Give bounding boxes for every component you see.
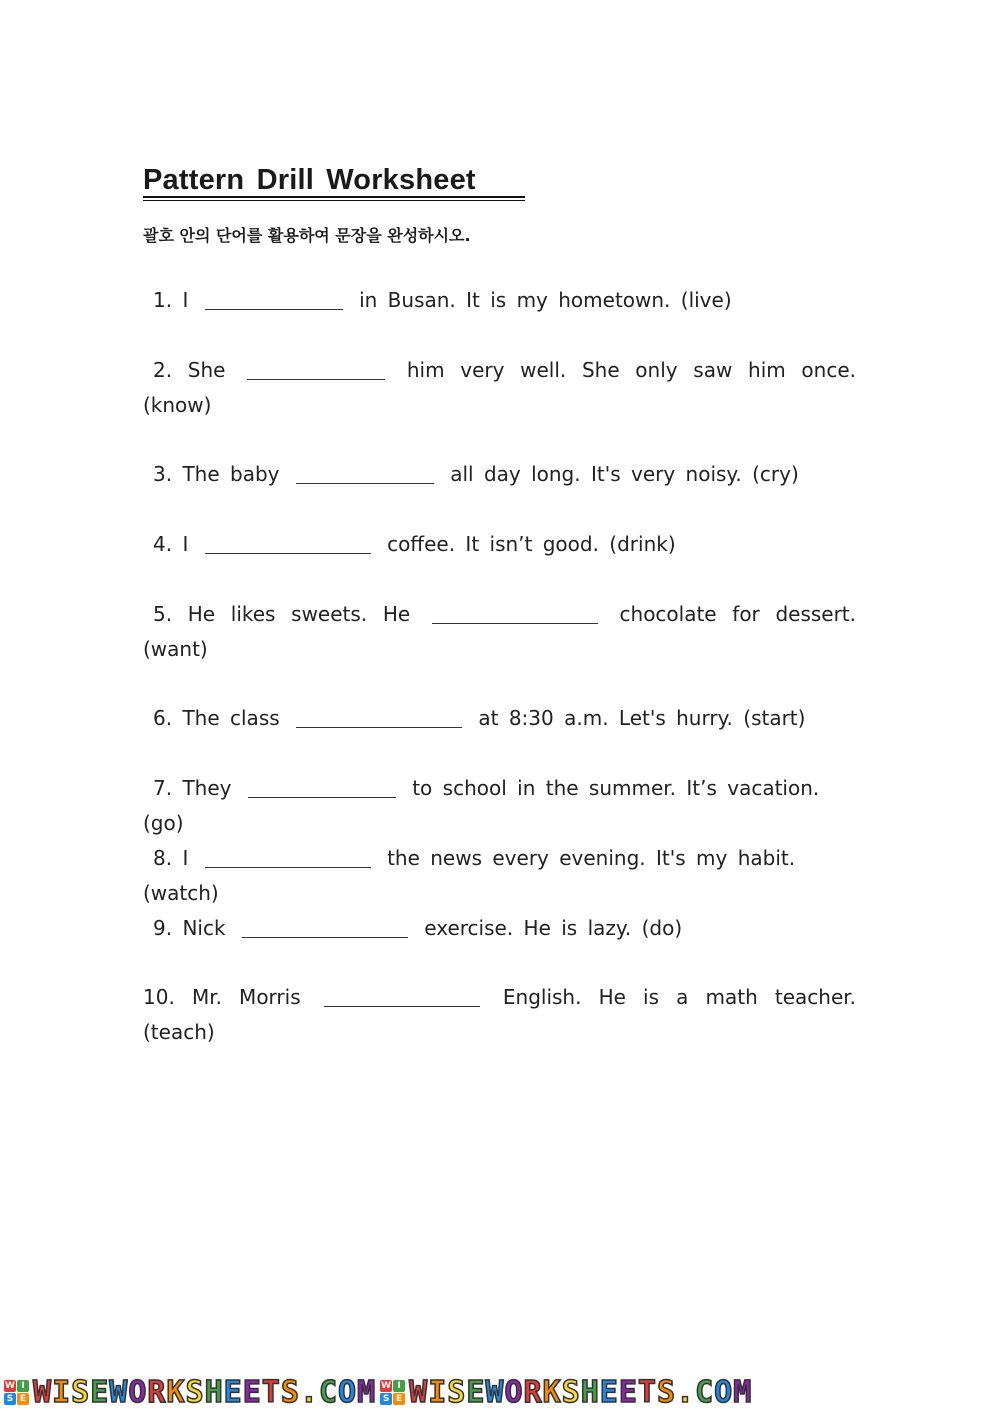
brand-letter: M (357, 1374, 377, 1410)
brand-letter: O (714, 1374, 734, 1410)
question-3 (143, 457, 856, 492)
brand-letter: C (695, 1374, 715, 1410)
answer-blank[interactable] (205, 287, 343, 310)
question-text-before: Mr. Morris (191, 985, 301, 1009)
brand-letter: O (338, 1374, 358, 1410)
question-text-before: She (187, 358, 226, 382)
logo-letter: W (381, 1380, 392, 1391)
brand-letter: T (637, 1374, 657, 1410)
brand-letter: R (147, 1374, 167, 1410)
brand-letter: K (542, 1374, 562, 1410)
answer-blank[interactable] (296, 461, 434, 484)
logo-letter: E (17, 1393, 29, 1405)
footer-watermark (0, 1374, 1000, 1411)
brand-wordmark (33, 1376, 376, 1410)
brand-letter: S (71, 1374, 91, 1410)
question-2 (143, 353, 856, 423)
question-8 (143, 841, 856, 911)
answer-blank[interactable] (248, 775, 396, 798)
brand-letter: C (318, 1374, 338, 1410)
wise-brand-logo (0, 1376, 376, 1410)
question-number: 8. (153, 846, 173, 870)
brand-letter: M (733, 1374, 753, 1410)
question-10 (143, 980, 856, 1050)
brand-letter: S (561, 1374, 581, 1410)
brand-letter: O (504, 1374, 524, 1410)
brand-letter: E (90, 1374, 110, 1410)
question-text-after: exercise. He is lazy. (do) (424, 916, 683, 940)
question-text-after: chocolate for dessert. (want) (143, 602, 857, 661)
question-text-after: English. He is a math teacher. (teach) (143, 985, 857, 1044)
question-number: 7. (153, 776, 173, 800)
answer-blank[interactable] (432, 601, 598, 624)
brand-wordmark (409, 1376, 752, 1410)
wise-logo-icon (380, 1380, 405, 1405)
question-text-after: the news every evening. It's my habit. (watch) (143, 846, 796, 905)
brand-letter: E (599, 1374, 619, 1410)
wise-brand-logo (376, 1376, 752, 1410)
question-number: 2. (153, 358, 173, 382)
brand-letter: I (428, 1374, 448, 1410)
question-text-before: I (182, 288, 189, 312)
question-number: 10. (143, 985, 175, 1009)
question-text-after: at 8:30 a.m. Let's hurry. (start) (478, 706, 806, 730)
brand-letter: E (466, 1374, 486, 1410)
logo-letter: W (5, 1380, 15, 1391)
question-text-before: Nick (182, 916, 226, 940)
brand-letter: W (33, 1374, 53, 1410)
brand-letter: S (185, 1374, 205, 1410)
brand-letter: W (109, 1374, 129, 1410)
brand-letter: W (409, 1374, 429, 1410)
question-5 (143, 597, 856, 667)
brand-letter: O (128, 1374, 148, 1410)
question-number: 4. (153, 532, 173, 556)
question-text-before: They (182, 776, 232, 800)
question-text-before: He likes sweets. He (187, 602, 411, 626)
logo-letter: I (17, 1380, 29, 1392)
brand-letter: . (676, 1374, 696, 1410)
logo-letter: I (393, 1380, 405, 1392)
answer-blank[interactable] (242, 915, 408, 938)
brand-letter: S (447, 1374, 467, 1410)
question-text-after: coffee. It isn’t good. (drink) (387, 532, 676, 556)
brand-letter: H (204, 1374, 224, 1410)
answer-blank[interactable] (205, 531, 371, 554)
question-4 (143, 527, 856, 562)
question-number: 5. (153, 602, 173, 626)
worksheet-title: Pattern Drill Worksheet (143, 164, 476, 196)
question-text-after: in Busan. It is my hometown. (live) (359, 288, 732, 312)
brand-letter: E (618, 1374, 638, 1410)
brand-letter: H (580, 1374, 600, 1410)
brand-letter: K (166, 1374, 186, 1410)
question-text-before: I (182, 532, 189, 556)
question-number: 6. (153, 706, 173, 730)
brand-letter: E (223, 1374, 243, 1410)
question-text-after: him very well. She only saw him once. (know) (143, 358, 856, 417)
question-text-before: The baby (182, 462, 280, 486)
question-number: 3. (153, 462, 173, 486)
question-number: 1. (153, 288, 173, 312)
title-underline (143, 196, 525, 201)
wise-logo-icon (4, 1380, 29, 1405)
instruction-text: 괄호 안의 단어를 활용하여 문장을 완성하시오. (143, 226, 471, 245)
brand-letter: I (52, 1374, 72, 1410)
brand-letter: S (280, 1374, 300, 1410)
brand-letter: E (242, 1374, 262, 1410)
question-text-before: The class (182, 706, 280, 730)
answer-blank[interactable] (247, 357, 385, 380)
logo-letter: S (4, 1393, 16, 1405)
logo-letter: S (380, 1393, 392, 1405)
brand-letter: W (485, 1374, 505, 1410)
logo-letter: E (393, 1393, 405, 1405)
brand-letter: T (261, 1374, 281, 1410)
answer-blank[interactable] (324, 984, 480, 1007)
question-1 (143, 283, 856, 318)
answer-blank[interactable] (296, 705, 462, 728)
brand-letter: S (656, 1374, 676, 1410)
brand-letter: . (299, 1374, 319, 1410)
question-6 (143, 701, 856, 736)
question-7 (143, 771, 856, 841)
answer-blank[interactable] (205, 845, 371, 868)
question-text-before: I (182, 846, 189, 870)
question-9 (143, 911, 856, 946)
question-number: 9. (153, 916, 173, 940)
brand-letter: R (523, 1374, 543, 1410)
question-text-after: all day long. It's very noisy. (cry) (450, 462, 799, 486)
question-text-after: to school in the summer. It’s vacation. (go) (143, 776, 820, 835)
